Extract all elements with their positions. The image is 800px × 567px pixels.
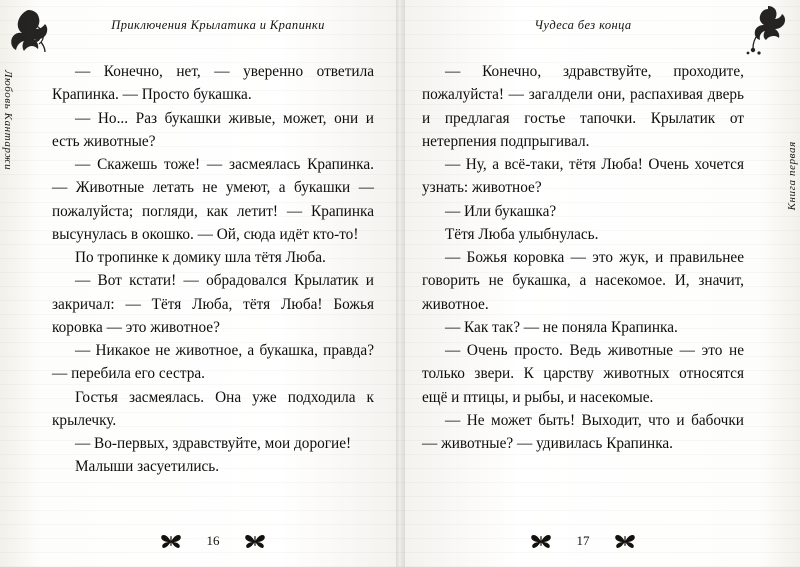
right-footer xyxy=(422,533,744,549)
paragraph: — Во-первых, здравствуйте, мои дорогие! xyxy=(74,435,352,452)
paragraph: — Конечно, здравствуйте, проходите, пожалуйста! — загалдели они, распахивая дверь и предлагая гостье тапочки. Крылатик от нетерпения подпрыгивал. xyxy=(422,63,744,150)
paragraph: — Божья коровка — это жук, и правильнее говорить не букашка, а насекомое. И, значит, животное. xyxy=(422,249,744,313)
page-number-right: 17 xyxy=(576,533,590,548)
paragraph: — Никакое не животное, а букашка, правда? — перебила его сестра. xyxy=(52,342,374,383)
running-title-left: Приключения Крылатика и Крапинки xyxy=(111,18,325,32)
paragraph: — Скажешь тоже! — засмеялась Крапинка. — Животные летать не умеют, а букашки — пожалуйста; погляди, как летит! — Крапинка высунулась в окошко. — Ой, сюда идёт кто-то! xyxy=(52,156,374,243)
paragraph: — Как так? — не поняла Крапинка. xyxy=(444,318,678,336)
paragraph: — Очень просто. Ведь животные — это не только звери. К царству животных относятся ещё и птицы, и рыбы, и насекомые. xyxy=(422,342,744,406)
right-page xyxy=(400,0,800,567)
left-body-text xyxy=(52,60,374,479)
paragraph: — Не может быть! Выходит, что и бабочки — животные? — удивилась Крапинка. xyxy=(422,411,744,452)
page-number-left: 16 xyxy=(206,533,220,548)
spine-series-label: Книга первая xyxy=(786,141,798,211)
paragraph: По тропинке к домику шла тётя Люба. xyxy=(74,249,326,266)
paragraph: — Ну, а всё-таки, тётя Люба! Очень хочется узнать: животное? xyxy=(422,156,744,197)
spine-author-label: Любовь Кантаржи xyxy=(2,70,14,171)
paragraph: — Или букашка? xyxy=(444,202,557,220)
butterfly-icon xyxy=(530,534,552,548)
butterfly-icon xyxy=(244,534,266,548)
paragraph: — Но... Раз букашки живые, может, они и есть животные? xyxy=(52,109,374,150)
paragraph: — Конечно, нет, — уверенно ответила Крапинка. — Просто букашка. xyxy=(52,63,374,104)
paragraph: — Вот кстати! — обрадовался Крылатик и закричал: — Тётя Люба, тётя Люба! Божья коровка — это животное? xyxy=(52,272,374,336)
butterfly-icon xyxy=(614,534,636,548)
right-header xyxy=(422,18,748,52)
paragraph: Тётя Люба улыбнулась. xyxy=(444,225,599,243)
right-body-text xyxy=(422,60,744,455)
butterfly-icon xyxy=(160,534,182,548)
left-header xyxy=(52,18,378,52)
left-footer xyxy=(52,533,374,549)
paragraph: Гостья засмеялась. Она уже подходила к крылечку. xyxy=(52,388,374,429)
paragraph: Малыши засуетились. xyxy=(74,458,220,476)
running-title-right: Чудеса без конца xyxy=(534,18,632,32)
